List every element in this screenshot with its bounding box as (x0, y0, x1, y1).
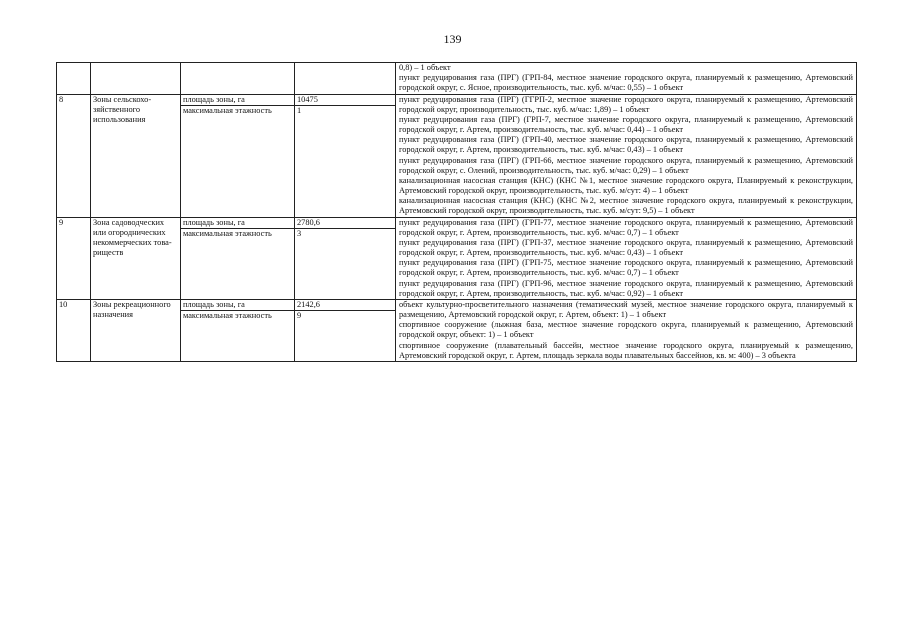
table-row (57, 94, 857, 217)
object-entry: спортивное сооружение (лыжная база, местное значение городского округа, планируемый к размещению, Артемовский городской округ, объект: 1) – 1 объект (399, 320, 853, 340)
parameter-value: 3 (295, 228, 395, 239)
objects-cell (396, 217, 857, 299)
value-cell (295, 94, 396, 217)
parameter-cell (181, 299, 295, 361)
object-entry: пункт редуцирования газа (ПРГ) (ГРП-7, местное значение городского округа, планируемый к размещению, Артемовский городской округ, г. Артем, производительность, тыс. куб. м/час: 0,44) – 1 объект (399, 114, 853, 135)
object-entry: спортивное сооружение (плавательный бассейн, местное значение городского округа, планируемый к размещению, Артемовский городской округ, г. Артем, площадь зеркала воды плавательных бассейнов, кв. м: 400) – 3 объекта (399, 340, 853, 360)
table-row (57, 63, 857, 95)
parameter-value: 9 (295, 310, 395, 321)
table-row (57, 299, 857, 361)
zone-name: Зоны рекреационного назначения (91, 299, 181, 361)
object-entry: пункт редуцирования газа (ПРГ) (ГРП-77, местное значение городского округа, планируемый к размещению, Артемовский городской округ, г. Артем, производительность, тыс. куб. м/час: 0,7) – 1 объект (399, 217, 853, 237)
zone-name (91, 63, 181, 95)
object-entry: пункт редуцирования газа (ПРГ) (ГРП-75, местное значение городского округа, планируемый к размещению, Артемовский городской округ, г. Артем, производительность, тыс. куб. м/час: 0,7) – 1 объект (399, 258, 853, 278)
object-entry: пункт редуцирования газа (ПРГ) (ГРП-96, местное значение городского округа, планируемый к размещению, Артемовский городской округ, г. Артем, производительность, тыс. куб. м/час: 0,92) – 1 объект (399, 278, 853, 298)
parameter-label: площадь зоны, га (183, 94, 245, 104)
parameter-cell (181, 94, 295, 217)
object-entry: пункт редуцирования газа (ПРГ) (ГРП-84, местное значение городского округа, планируемый к размещению, Артемовский городской округ, с. Ясное, производительность, тыс. куб. м/час: 0,55) – 1 объект (399, 73, 853, 93)
object-entry: объект культурно-просветительного назначения (тематический музей, местное значение городского округа, планируемый к размещению, Артемовский городской округ, г. Артем, объект: 1) – 1 объект (399, 299, 853, 320)
parameter-cell (181, 217, 295, 299)
table-row (57, 217, 857, 299)
parameter-value: 2780,6 (297, 217, 320, 227)
object-entry: пункт редуцирования газа (ПРГ) (ГРП-37, местное значение городского округа, планируемый к размещению, Артемовский городской округ, г. Артем, производительность, тыс. куб. м/час: 0,43) – 1 объект (399, 237, 853, 258)
value-cell (295, 217, 396, 299)
object-entry: 0,8) – 1 объект (399, 63, 451, 72)
object-entry: канализационная насосная станция (КНС) (КНС №1, местное значение городского округа, Планируемый к реконструкции, Артемовский городской округ, производительность, тыс. куб. м/сут: 4) – 1 объект (399, 175, 853, 196)
row-number: 8 (57, 94, 91, 217)
objects-cell (396, 299, 857, 361)
object-entry: пункт редуцирования газа (ПРГ) (ГРП-66, местное значение городского округа, планируемый к размещению, Артемовский городской округ, с. Олений, производительность, тыс. куб. м/час: 0,29) – 1 объект (399, 155, 853, 175)
parameter-value: 2142,6 (297, 299, 320, 309)
object-entry: пункт редуцирования газа (ПРГ) (ГГРП-2, местное значение городского округа, планируемый к размещению, Артемовский городской округ, производительность, тыс. куб. м/час: 1,89) – 1 объект (399, 94, 853, 114)
row-number: 10 (57, 299, 91, 361)
object-entry: пункт редуцирования газа (ПРГ) (ГРП-40, местное значение городского округа, планируемый к размещению, Артемовский городской округ, г. Артем, производительность, тыс. куб. м/час: 0,43) – 1 объект (399, 135, 853, 155)
parameter-value: 10475 (297, 94, 318, 104)
page-number: 139 (443, 32, 462, 46)
parameter-cell (181, 63, 295, 95)
value-cell (295, 299, 396, 361)
objects-cell (396, 94, 857, 217)
object-entry: канализационная насосная станция (КНС) (КНС №2, местное значение городского округа, планируемый к реконструкции, Артемовский городской округ, производительность, тыс. куб. м/сут: 9,5) – 1 объект (399, 196, 853, 216)
table-body (57, 63, 857, 362)
zone-name: Зоны сельскохозяйственного использования (91, 94, 181, 217)
row-number: 9 (57, 217, 91, 299)
row-number (57, 63, 91, 95)
document-table (56, 62, 857, 362)
parameter-label: максимальная этажность (181, 228, 294, 239)
value-cell (295, 63, 396, 95)
parameter-label: площадь зоны, га (183, 217, 245, 227)
parameter-label: максимальная этажность (181, 105, 294, 116)
parameter-label: площадь зоны, га (183, 299, 245, 309)
zone-name: Зона садоводческих или огороднических некоммерческих товариществ (91, 217, 181, 299)
objects-cell (396, 63, 857, 95)
parameter-value: 1 (295, 105, 395, 116)
parameter-label: максимальная этажность (181, 310, 294, 321)
